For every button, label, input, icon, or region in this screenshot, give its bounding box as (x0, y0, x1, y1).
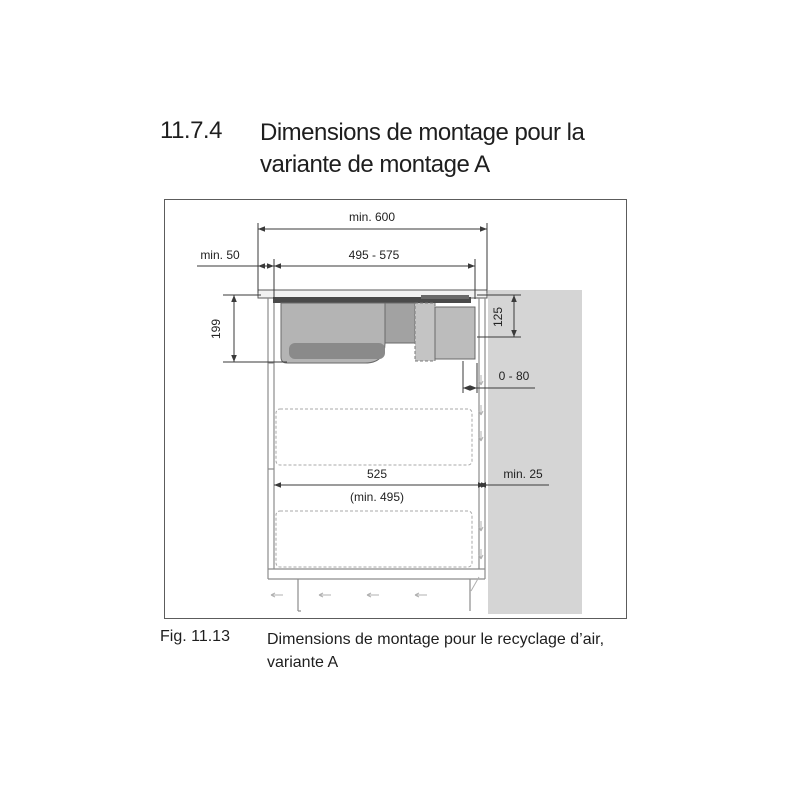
figure-number: Fig. 11.13 (160, 628, 230, 645)
section-number: 11.7.4 (160, 117, 222, 144)
installation-diagram (164, 199, 627, 619)
label-125: 125 (491, 306, 505, 328)
label-525: 525 (366, 467, 388, 481)
figure-caption (267, 628, 627, 674)
section-title-line-1: Dimensions de montage pour la (260, 119, 585, 146)
label-0-80: 0 - 80 (498, 369, 530, 383)
air-flow-arrows (271, 375, 483, 597)
section-title (260, 117, 680, 181)
label-min-600: min. 600 (348, 210, 396, 224)
wall (488, 290, 582, 614)
diagram-drawing (165, 200, 628, 620)
label-min-25: min. 25 (503, 467, 543, 481)
label-199: 199 (209, 318, 223, 340)
figure-caption-line-2: variante A (267, 654, 339, 671)
hob-unit (273, 295, 475, 363)
section-title-line-2: variante de montage A (260, 151, 490, 178)
drawer-outlines (276, 409, 472, 567)
label-min-495: (min. 495) (349, 490, 405, 504)
dim-199 (223, 295, 287, 362)
figure-caption-line-1: Dimensions de montage pour le recyclage d’air, (267, 631, 605, 648)
label-min-50: min. 50 (200, 248, 240, 262)
label-495-575: 495 - 575 (348, 248, 400, 262)
